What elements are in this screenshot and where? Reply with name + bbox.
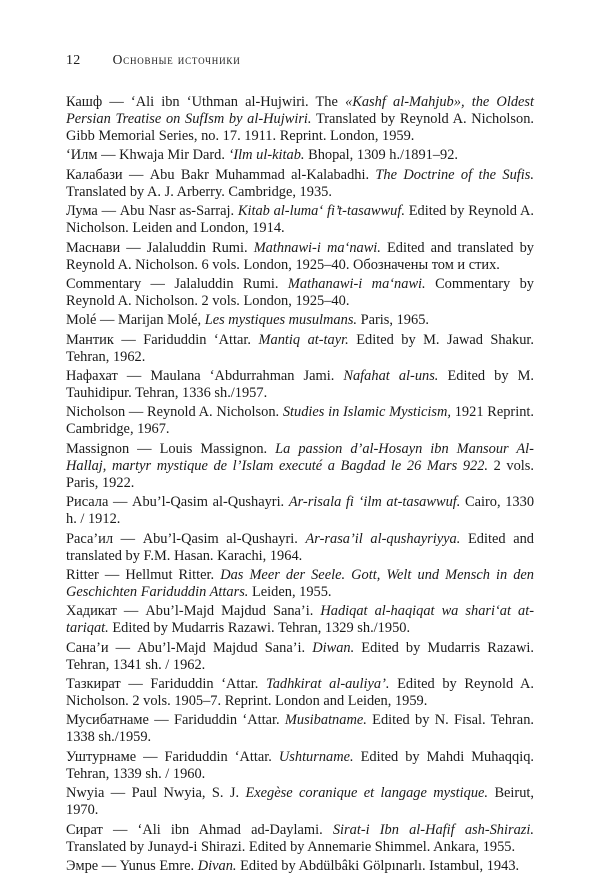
- running-title: Основные источники: [112, 52, 241, 67]
- entry-title: Mathanawi-i ma‘nawi.: [287, 275, 426, 292]
- entry-separator: —: [129, 440, 160, 457]
- bibliography-entry: [66, 785, 534, 819]
- entry-title: Ar-rasa’il al-qushayriyya.: [305, 530, 461, 547]
- entry-publication-details: Edited by M. Jawad Shakur. Tehran, 1962.: [66, 331, 535, 365]
- entry-title: Mantiq at-tayr.: [258, 331, 349, 348]
- bibliography-entry: [66, 240, 534, 274]
- entry-title: Musibatname.: [284, 712, 367, 729]
- bibliography-list: [66, 94, 534, 877]
- entry-separator: —: [104, 785, 132, 802]
- entry-author: Abu Bakr Muhammad al-Kalabadhi.: [149, 166, 376, 183]
- entry-abbreviation: Сана’и: [66, 639, 109, 656]
- entry-publication-details: Paris, 1965.: [357, 312, 429, 329]
- entry-title: Ar-risala fi ‘ilm at-tasawwuf.: [288, 494, 461, 511]
- entry-separator: —: [116, 603, 146, 620]
- bibliography-entry: [66, 312, 534, 329]
- entry-separator: —: [108, 494, 133, 511]
- bibliography-entry: [66, 147, 534, 164]
- entry-abbreviation: Сират: [66, 821, 103, 838]
- entry-publication-details: Edited by Mahdi Muhaqqiq. Tehran, 1339 sh. / 1960.: [66, 748, 534, 782]
- entry-title: Exegèse coranique et langage mystique.: [245, 785, 489, 802]
- entry-separator: —: [113, 530, 143, 547]
- entry-abbreviation: Ritter: [66, 566, 99, 583]
- entry-title: Sirat-i Ibn al-Hafif ash-Shirazi.: [332, 821, 534, 838]
- entry-title: Studies in Islamic Mysticism,: [282, 404, 452, 421]
- entry-abbreviation: Нафахат: [66, 367, 118, 384]
- entry-separator: —: [136, 748, 165, 765]
- entry-abbreviation: Мантик: [66, 331, 114, 348]
- entry-title: Mathnawi-i ma‘nawi.: [253, 239, 381, 256]
- bibliography-entry: [66, 858, 534, 875]
- entry-title: La passion d’al-Hosayn ibn Mansour Al-Hallaj, martyr mystique de l’Islam executé a Bagdad le 26 Mars 922.: [66, 440, 534, 474]
- entry-separator: —: [120, 239, 147, 256]
- entry-title: Hadiqat al-haqiqat wa shari‘at at-tariqat.: [66, 603, 534, 637]
- bibliography-entry: [66, 676, 534, 710]
- entry-author: Khwaja Mir Dard.: [119, 147, 229, 164]
- entry-title: Nafahat al-uns.: [343, 367, 439, 384]
- entry-publication-details: Leiden, 1955.: [248, 583, 332, 600]
- entry-title: Diwan.: [312, 639, 355, 656]
- bibliography-entry: [66, 332, 534, 366]
- entry-publication-details: Bhopal, 1309 h./1891–92.: [304, 147, 459, 164]
- entry-separator: —: [98, 566, 126, 583]
- entry-author: Paul Nwyia, S. J.: [131, 785, 246, 802]
- entry-abbreviation: Nwyia: [66, 785, 105, 802]
- bibliography-entry: [66, 404, 534, 438]
- entry-author: Fariduddin ‘Attar.: [173, 712, 285, 729]
- bibliography-entry: [66, 567, 534, 601]
- entry-author: Abu’l-Qasim al-Qushayri.: [132, 494, 289, 511]
- bibliography-entry: [66, 94, 534, 145]
- entry-publication-details: 1921 Reprint. Cambridge, 1967.: [66, 404, 534, 438]
- bibliography-entry: [66, 603, 534, 637]
- entry-abbreviation: Рисала: [66, 494, 109, 511]
- entry-author: Abu’l-Majd Majdud Sana’i.: [145, 603, 321, 620]
- entry-author: Fariduddin ‘Attar.: [150, 676, 267, 692]
- entry-publication-details: Edited by Mudarris Razawi. Tehran, 1341 sh. / 1962.: [66, 639, 534, 673]
- bibliography-entry: [66, 494, 534, 528]
- bibliography-entry: [66, 640, 534, 674]
- bibliography-entry: [66, 167, 534, 201]
- entry-separator: —: [97, 147, 120, 164]
- entry-publication-details: Edited by M. Tauhidipur. Tehran, 1336 sh./1957.: [66, 367, 534, 401]
- bibliography-entry: [66, 368, 534, 402]
- entry-author: Abu’l-Qasim al-Qushayri.: [142, 530, 306, 547]
- entry-author: ‘Ali ibn Ahmad ad-Daylami.: [137, 821, 333, 838]
- entry-author: Hellmut Ritter.: [125, 566, 221, 583]
- bibliography-entry: [66, 203, 534, 237]
- entry-separator: —: [113, 331, 144, 348]
- entry-publication-details: Edited and translated by Reynold A. Nicholson. 6 vols. London, 1925–40. Обозначены том и стих.: [66, 239, 534, 273]
- entry-title: Kitab al-luma‘ fi’t-tasawwuf.: [237, 203, 405, 220]
- entry-separator: —: [102, 821, 138, 838]
- entry-abbreviation: Калабази: [66, 166, 123, 183]
- entry-publication-details: Edited by Reynold A. Nicholson. Leiden and London, 1914.: [66, 203, 534, 237]
- entry-abbreviation: ‘Илм: [66, 147, 98, 164]
- entry-title: Tadhkirat al-auliya’.: [266, 676, 390, 692]
- entry-abbreviation: Commentary: [66, 275, 142, 292]
- entry-abbreviation: Хадикат: [66, 603, 117, 620]
- entry-publication-details: Edited by Abdülbâki Gölpınarlı. Istambul, 1943.: [236, 857, 520, 874]
- entry-abbreviation: Тазкират: [66, 676, 121, 692]
- entry-author: Abu Nasr as-Sarraj.: [119, 203, 238, 220]
- bibliography-entry: [66, 749, 534, 783]
- entry-author: ‘Ali ibn ‘Uthman al-Hujwiri. The: [130, 94, 346, 110]
- entry-separator: —: [98, 857, 120, 874]
- entry-author: Louis Massignon.: [159, 440, 276, 457]
- entry-author: Jalaluddin Rumi.: [174, 275, 288, 292]
- bibliography-entry: [66, 276, 534, 310]
- entry-publication-details: Edited by Reynold A. Nicholson. 2 vols. 1905–7. Reprint. London and Leiden, 1959.: [66, 676, 535, 710]
- page-header: [66, 52, 241, 69]
- entry-abbreviation: Molé: [66, 312, 97, 329]
- entry-author: Yunus Emre.: [119, 857, 198, 874]
- entry-separator: —: [120, 676, 151, 692]
- entry-separator: —: [96, 312, 118, 329]
- entry-publication-details: Cairo, 1330 h. / 1912.: [66, 494, 535, 528]
- entry-publication-details: 2 vols. Paris, 1922.: [66, 457, 534, 491]
- bibliography-entry: [66, 712, 534, 746]
- entry-author: Fariduddin ‘Attar.: [164, 748, 279, 765]
- entry-publication-details: Beirut, 1970.: [66, 785, 535, 819]
- bibliography-entry: [66, 822, 534, 856]
- entry-title: ‘Ilm ul-kitab.: [228, 147, 305, 164]
- entry-author: Maulana ‘Abdurrahman Jami.: [150, 367, 344, 384]
- entry-abbreviation: Эмре: [66, 857, 99, 874]
- entry-abbreviation: Nicholson: [66, 404, 126, 421]
- entry-publication-details: Edited and translated by F.M. Hasan. Karachi, 1964.: [66, 530, 535, 564]
- entry-publication-details: Translated by A. J. Arberry. Cambridge, 1935.: [66, 183, 332, 200]
- bibliography-entry: [66, 441, 534, 492]
- entry-author: Abu’l-Majd Majdud Sana’i.: [137, 639, 313, 656]
- entry-abbreviation: Маснави: [66, 239, 121, 256]
- entry-title: Das Meer der Seele. Gott, Welt und Mensch in den Geschichten Fariduddin Attars.: [66, 566, 535, 600]
- entry-separator: —: [102, 94, 131, 110]
- entry-abbreviation: Раса’ил: [66, 530, 114, 547]
- entry-publication-details: Edited by Mudarris Razawi. Tehran, 1329 sh./1950.: [108, 620, 411, 637]
- entry-publication-details: Translated by Reynold A. Nicholson. Gibb Memorial Series, no. 17. 1911. Reprint. London, 1959.: [66, 111, 535, 145]
- entry-title: Les mystiques musulmans.: [204, 312, 358, 329]
- entry-abbreviation: Лума: [66, 203, 98, 220]
- entry-author: Marijan Molé,: [117, 312, 205, 329]
- entry-title: The Doctrine of the Sufis.: [375, 166, 534, 183]
- entry-publication-details: Edited by N. Fisal. Tehran. 1338 sh./1959.: [66, 712, 534, 746]
- entry-abbreviation: Кашф: [66, 94, 103, 110]
- entry-author: Reynold A. Nicholson.: [146, 404, 283, 421]
- entry-abbreviation: Уштурнаме: [66, 748, 137, 765]
- entry-separator: —: [97, 203, 120, 220]
- entry-separator: —: [125, 404, 147, 421]
- entry-separator: —: [108, 639, 138, 656]
- entry-abbreviation: Massignon: [66, 440, 130, 457]
- entry-publication-details: Translated by Junayd-i Shirazi. Edited by Annemarie Shimmel. Ankara, 1955.: [66, 838, 516, 855]
- entry-publication-details: Commentary by Reynold A. Nicholson. 2 vols. London, 1925–40.: [66, 275, 534, 309]
- entry-title: Ushturname.: [278, 748, 354, 765]
- entry-title: «Kashf al-Mahjub», the Oldest Persian Treatise on SufIsm by al-Hujwiri.: [66, 94, 535, 128]
- entry-separator: —: [141, 275, 175, 292]
- entry-separator: —: [148, 712, 174, 729]
- page-number: 12: [66, 53, 81, 68]
- entry-author: Fariduddin ‘Attar.: [143, 331, 259, 348]
- entry-abbreviation: Мусибатнаме: [66, 712, 149, 729]
- entry-separator: —: [117, 367, 151, 384]
- bibliography-entry: [66, 531, 534, 565]
- entry-author: Jalaluddin Rumi.: [146, 239, 254, 256]
- entry-separator: —: [122, 166, 150, 183]
- entry-title: Divan.: [197, 857, 237, 874]
